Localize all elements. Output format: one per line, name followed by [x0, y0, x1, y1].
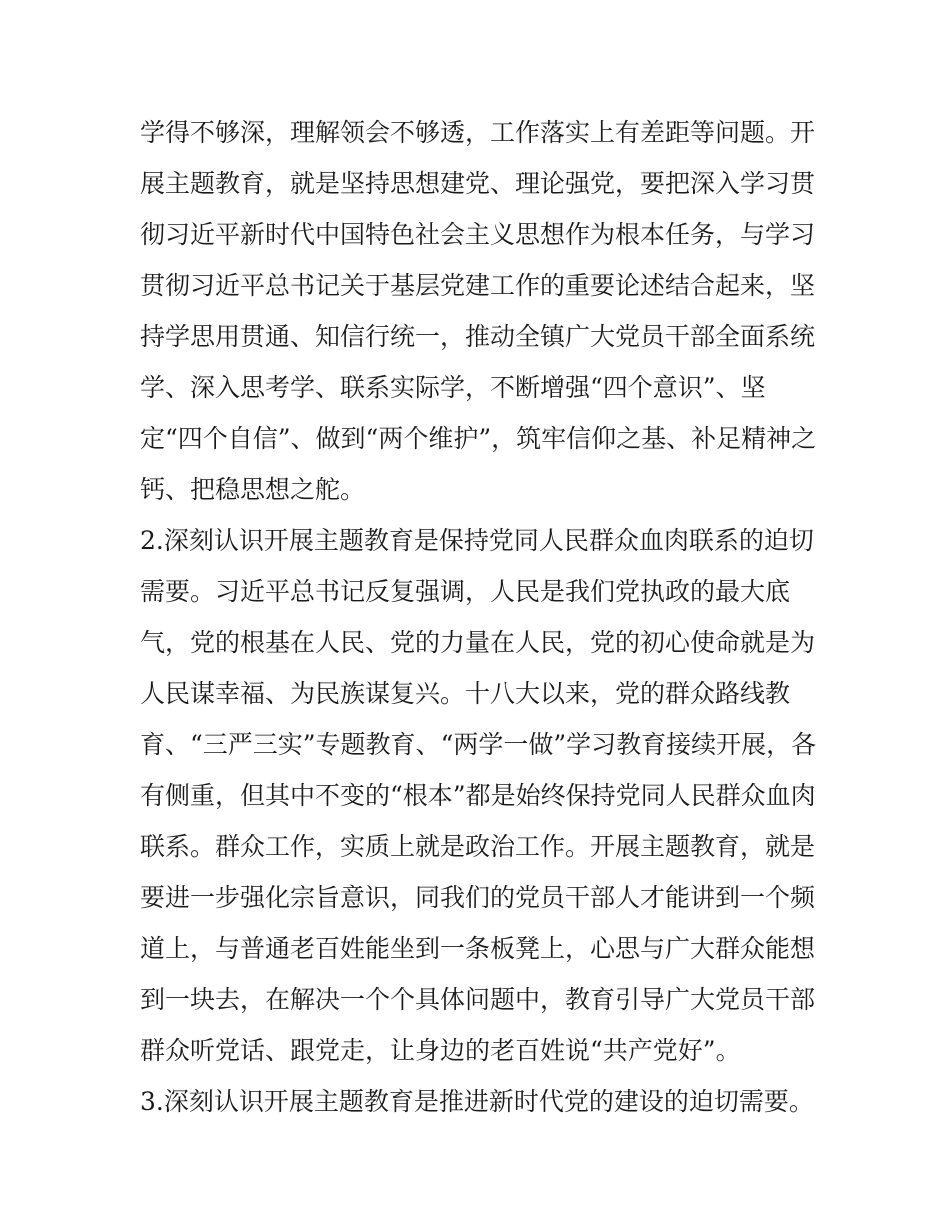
text-line: 学、深入思考学、联系实际学，不断增强“四个意识”、坚: [140, 373, 766, 402]
text-line: 到一块去，在解决一个个具体问题中，教育引导广大党员干部: [140, 985, 816, 1014]
text-line: 持学思用贯通、知信行统一，推动全镇广大党员干部全面系统: [140, 322, 816, 351]
text-line: 贯彻习近平总书记关于基层党建工作的重要论述结合起来，坚: [140, 271, 816, 300]
text-line: 定“四个自信”、做到“两个维护”，筑牢信仰之基、补足精神之: [140, 424, 817, 453]
text-line: 育、“三严三实”专题教育、“两学一做”学习教育接续开展，各: [140, 730, 817, 759]
text-line: 钙、把稳思想之舵。: [140, 475, 366, 504]
section-heading-3: 3.深刻认识开展主题教育是推进新时代党的建设的迫切需要。: [140, 1087, 814, 1116]
body-text: [140, 107, 820, 1127]
text-line: 人民谋幸福、为民族谋复兴。十八大以来，党的群众路线教: [140, 679, 791, 708]
text-line: 学得不够深，理解领会不够透，工作落实上有差距等问题。开: [140, 118, 816, 147]
text-line: 彻习近平新时代中国特色社会主义思想作为根本任务，与学习: [140, 220, 816, 249]
section-heading-2: 2.深刻认识开展主题教育是保持党同人民群众血肉联系的迫切: [140, 526, 814, 555]
text-line: 联系。群众工作，实质上就是政治工作。开展主题教育，就是: [140, 832, 816, 861]
text-line: 群众听党话、跟党走，让身边的老百姓说“共产党好”。: [140, 1036, 741, 1065]
text-line: 展主题教育，就是坚持思想建党、理论强党，要把深入学习贯: [140, 169, 816, 198]
text-line: 需要。习近平总书记反复强调，人民是我们党执政的最大底: [140, 577, 791, 606]
text-line: 要进一步强化宗旨意识，同我们的党员干部人才能讲到一个频: [140, 883, 816, 912]
text-line: 道上，与普通老百姓能坐到一条板凳上，心思与广大群众能想: [140, 934, 816, 963]
text-line: 气，党的根基在人民、党的力量在人民，党的初心使命就是为: [140, 628, 816, 657]
text-line: 有侧重，但其中不变的“根本”都是始终保持党同人民群众血肉: [140, 781, 816, 810]
